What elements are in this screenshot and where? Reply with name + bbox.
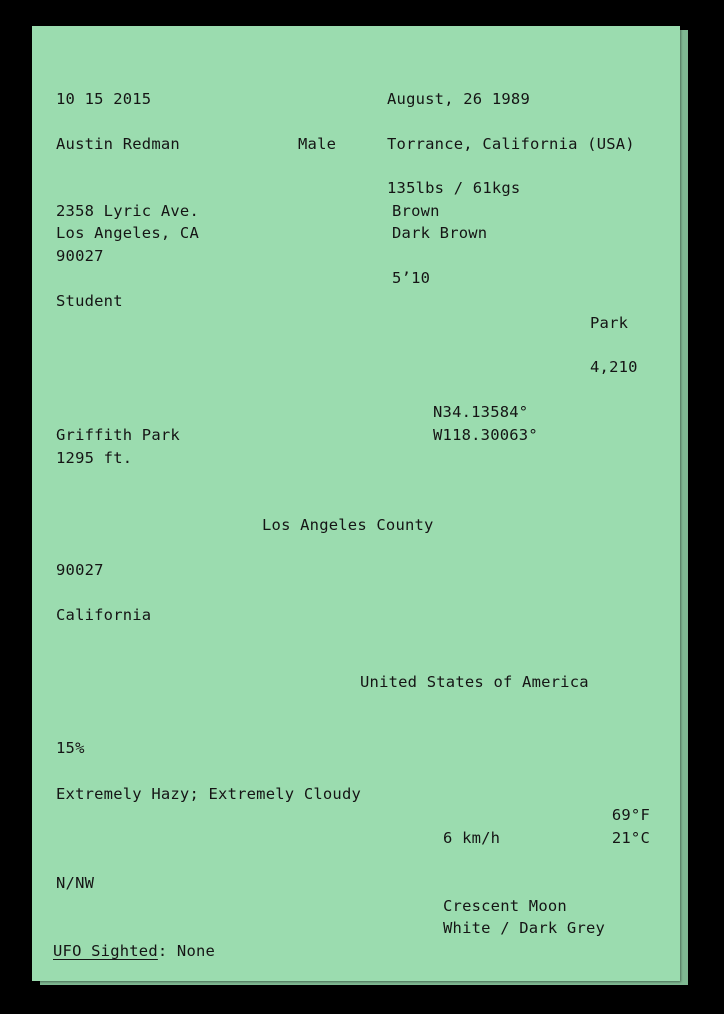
address-line-1: 2358 Lyric Ave. (56, 202, 199, 220)
weight: 135lbs / 61kgs (387, 179, 521, 197)
record-date: 10 15 2015 (56, 90, 152, 108)
birth-date: August, 26 1989 (387, 90, 530, 108)
moon-phase: Crescent Moon (443, 897, 567, 915)
weather-conditions: Extremely Hazy; Extremely Cloudy (56, 785, 362, 803)
longitude: W118.30063° (433, 426, 538, 444)
elevation: 1295 ft. (56, 449, 133, 467)
latitude: N34.13584° (433, 403, 529, 421)
ufo-label: UFO Sighted (53, 942, 158, 960)
temperature-c: 21°C (611, 829, 650, 847)
hair-color: Brown (392, 202, 440, 220)
address-line-2: Los Angeles, CA (56, 224, 199, 242)
person-name: Austin Redman (56, 135, 180, 153)
zip-code: 90027 (56, 561, 104, 579)
ufo-line (53, 940, 215, 963)
state: California (56, 606, 152, 624)
document-page (32, 26, 680, 981)
county: Los Angeles County (262, 516, 434, 534)
temperature-f: 69°F (611, 806, 650, 824)
wind-direction: N/NW (56, 874, 95, 892)
area-value: 4,210 (590, 358, 638, 376)
wind-speed: 6 km/h (443, 829, 501, 847)
sky-colors: White / Dark Grey (443, 919, 606, 937)
location-type: Park (590, 314, 629, 332)
ufo-value: : None (157, 942, 216, 960)
eye-color: Dark Brown (392, 224, 488, 242)
location-name: Griffith Park (56, 426, 180, 444)
percentage: 15% (56, 739, 85, 757)
height: 5’10 (392, 269, 431, 287)
birthplace: Torrance, California (USA) (387, 135, 635, 153)
sex: Male (298, 135, 337, 153)
address-zip: 90027 (56, 247, 104, 265)
country: United States of America (360, 673, 589, 691)
occupation: Student (56, 292, 123, 310)
